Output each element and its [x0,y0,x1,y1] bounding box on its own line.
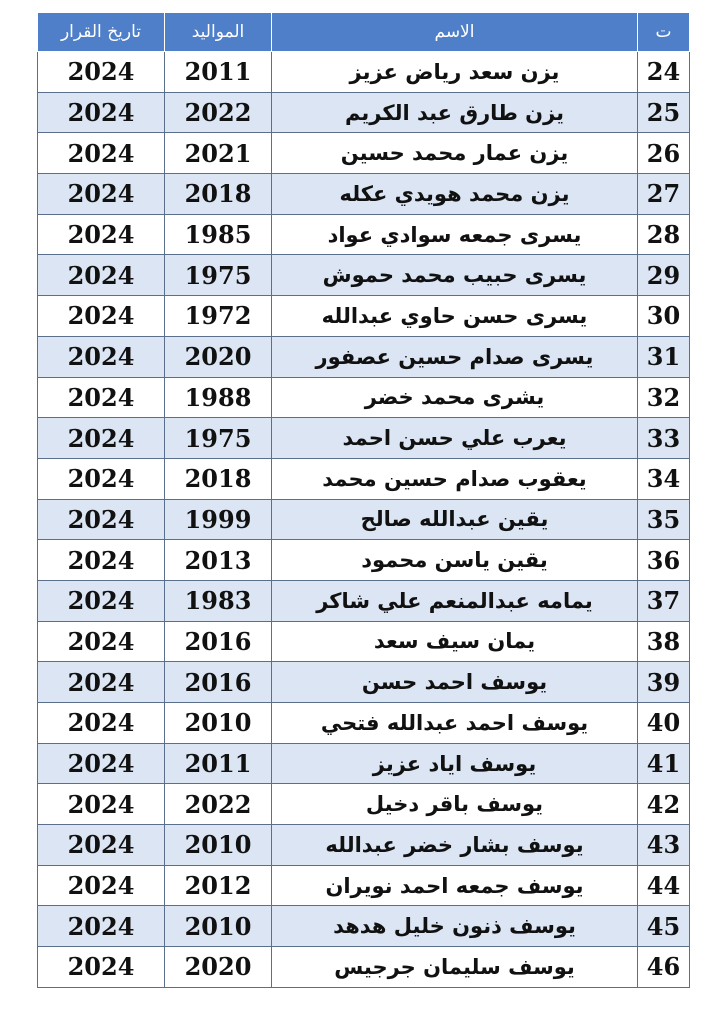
birth-year: 2011 [165,52,272,93]
table-row [38,418,690,459]
row-number: 25 [638,92,690,133]
birth-year: 2013 [165,540,272,581]
table-row [38,52,690,93]
row-number: 43 [638,825,690,866]
row-number: 36 [638,540,690,581]
row-number: 34 [638,458,690,499]
decision-date: 2024 [38,255,165,296]
row-number: 45 [638,906,690,947]
table-row [38,174,690,215]
birth-year: 1972 [165,296,272,337]
header-row [38,13,690,52]
decision-date: 2024 [38,865,165,906]
row-number: 33 [638,418,690,459]
person-name: يعرب علي حسن احمد [272,418,638,459]
person-name: يقين ياسن محمود [272,540,638,581]
person-name: يزن طارق عبد الكريم [272,92,638,133]
birth-year: 1985 [165,214,272,255]
person-name: يزن محمد هويدي عكله [272,174,638,215]
decision-date: 2024 [38,947,165,988]
decision-date: 2024 [38,540,165,581]
person-name: يوسف احمد حسن [272,662,638,703]
birth-year: 2018 [165,174,272,215]
table-row [38,458,690,499]
table-row [38,784,690,825]
row-number: 32 [638,377,690,418]
birth-year: 1988 [165,377,272,418]
row-number: 29 [638,255,690,296]
header-num: ت [638,13,690,52]
header-name: الاسم [272,13,638,52]
table-row [38,947,690,988]
row-number: 31 [638,336,690,377]
decision-date: 2024 [38,784,165,825]
birth-year: 1975 [165,255,272,296]
person-name: يسرى جمعه سوادي عواد [272,214,638,255]
table-row [38,296,690,337]
birth-year: 2018 [165,458,272,499]
table-row [38,825,690,866]
decision-date: 2024 [38,703,165,744]
names-sheet [37,12,689,988]
decision-date: 2024 [38,580,165,621]
table-row [38,580,690,621]
decision-date: 2024 [38,621,165,662]
row-number: 27 [638,174,690,215]
decision-date: 2024 [38,174,165,215]
person-name: يوسف جمعه احمد نويران [272,865,638,906]
decision-date: 2024 [38,133,165,174]
birth-year: 2016 [165,662,272,703]
person-name: يوسف بشار خضر عبدالله [272,825,638,866]
birth-year: 1983 [165,580,272,621]
row-number: 44 [638,865,690,906]
table-header [38,13,690,52]
birth-year: 2012 [165,865,272,906]
table-row [38,621,690,662]
decision-date: 2024 [38,458,165,499]
decision-date: 2024 [38,743,165,784]
person-name: يوسف باقر دخيل [272,784,638,825]
birth-year: 2016 [165,621,272,662]
person-name: يعقوب صدام حسين محمد [272,458,638,499]
row-number: 37 [638,580,690,621]
row-number: 41 [638,743,690,784]
row-number: 30 [638,296,690,337]
birth-year: 2020 [165,947,272,988]
birth-year: 1975 [165,418,272,459]
person-name: يوسف احمد عبدالله فتحي [272,703,638,744]
person-name: يزن عمار محمد حسين [272,133,638,174]
row-number: 42 [638,784,690,825]
person-name: يسرى حسن حاوي عبدالله [272,296,638,337]
person-name: يمامه عبدالمنعم علي شاكر [272,580,638,621]
decision-date: 2024 [38,499,165,540]
table-row [38,214,690,255]
table-row [38,133,690,174]
decision-date: 2024 [38,825,165,866]
person-name: يزن سعد رياض عزيز [272,52,638,93]
table-row [38,499,690,540]
person-name: يوسف سليمان جرجيس [272,947,638,988]
table-row [38,92,690,133]
birth-year: 2021 [165,133,272,174]
row-number: 40 [638,703,690,744]
person-name: يمان سيف سعد [272,621,638,662]
person-name: يسرى حبيب محمد حموش [272,255,638,296]
table-body [38,52,690,988]
row-number: 38 [638,621,690,662]
person-name: يوسف ذنون خليل هدهد [272,906,638,947]
birth-year: 2010 [165,703,272,744]
birth-year: 2011 [165,743,272,784]
decision-date: 2024 [38,418,165,459]
table-row [38,743,690,784]
person-name: يشرى محمد خضر [272,377,638,418]
header-birth: المواليد [165,13,272,52]
table-row [38,865,690,906]
table-row [38,540,690,581]
decision-date: 2024 [38,52,165,93]
decision-date: 2024 [38,296,165,337]
table-row [38,377,690,418]
person-name: يسرى صدام حسين عصفور [272,336,638,377]
decision-date: 2024 [38,336,165,377]
row-number: 28 [638,214,690,255]
table-row [38,336,690,377]
table-row [38,255,690,296]
row-number: 35 [638,499,690,540]
birth-year: 2010 [165,906,272,947]
names-table [37,12,690,988]
decision-date: 2024 [38,92,165,133]
person-name: يقين عبدالله صالح [272,499,638,540]
table-row [38,703,690,744]
birth-year: 1999 [165,499,272,540]
decision-date: 2024 [38,214,165,255]
birth-year: 2022 [165,92,272,133]
table-row [38,662,690,703]
person-name: يوسف اياد عزيز [272,743,638,784]
header-decision-date: تاريخ القرار [38,13,165,52]
birth-year: 2022 [165,784,272,825]
birth-year: 2010 [165,825,272,866]
decision-date: 2024 [38,906,165,947]
row-number: 39 [638,662,690,703]
row-number: 24 [638,52,690,93]
decision-date: 2024 [38,377,165,418]
table-row [38,906,690,947]
birth-year: 2020 [165,336,272,377]
decision-date: 2024 [38,662,165,703]
row-number: 46 [638,947,690,988]
row-number: 26 [638,133,690,174]
